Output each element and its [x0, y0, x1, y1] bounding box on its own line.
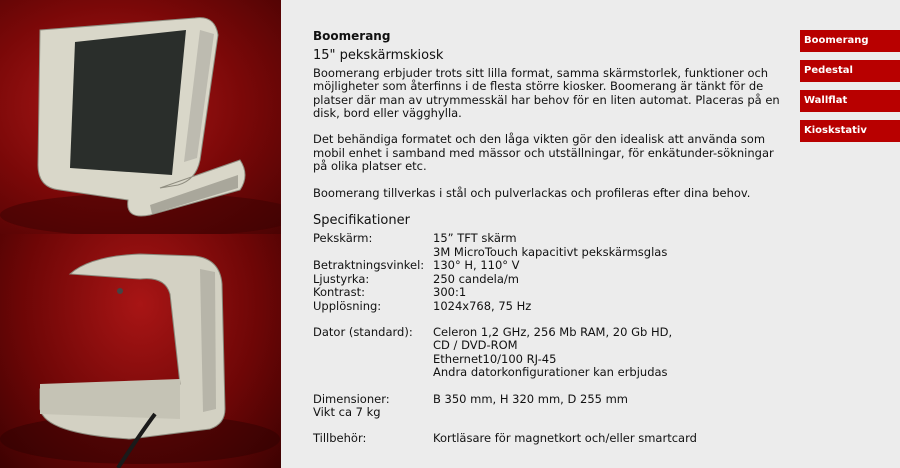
specifications-heading: Specifikationer	[313, 213, 410, 229]
spec-label: Ljustyrka:	[313, 271, 370, 286]
spec-label: Vikt ca 7 kg	[313, 404, 381, 419]
kiosk-photo-front	[0, 0, 281, 234]
product-nav	[800, 30, 900, 150]
spec-row	[313, 353, 783, 366]
spec-row	[313, 300, 783, 313]
spec-row	[313, 286, 783, 299]
spec-value: Ethernet10/100 RJ-45	[433, 351, 557, 366]
nav-item-wallflat[interactable]: Wallflat	[800, 90, 900, 112]
spec-label: Kontrast:	[313, 285, 365, 300]
spec-row	[313, 326, 783, 339]
product-images	[0, 0, 281, 468]
spec-label: Upplösning:	[313, 298, 382, 313]
spec-value: B 350 mm, H 320 mm, D 255 mm	[433, 391, 629, 406]
spec-label: Dimensioner:	[313, 391, 390, 406]
spec-label: Tillbehör:	[313, 431, 367, 446]
spec-label: Betraktningsvinkel:	[313, 258, 425, 273]
spec-row	[313, 432, 783, 445]
spec-value: 3M MicroTouch kapacitivt pekskärmsglas	[433, 244, 668, 259]
spec-value: 130° H, 110° V	[433, 258, 520, 273]
nav-item-pedestal[interactable]: Pedestal	[800, 60, 900, 82]
description-paragraph: Boomerang tillverkas i stål och pulverlackas och profileras efter dina behov.	[313, 185, 751, 200]
nav-item-kioskstativ[interactable]: Kioskstativ	[800, 120, 900, 142]
spec-row	[313, 246, 783, 259]
kiosk-photo-back	[0, 234, 281, 468]
description-paragraph: Det behändiga formatet och den låga vikten gör den idealisk att använda som mobil enhet i samband med mässor och utställningar, för enkätunder-sökningar på olika platser etc.	[313, 132, 774, 174]
nav-item-boomerang[interactable]: Boomerang	[800, 30, 900, 52]
spec-label: Pekskärm:	[313, 231, 373, 246]
product-description	[313, 30, 783, 446]
spec-row	[313, 406, 783, 419]
spec-value: 250 candela/m	[433, 271, 519, 286]
page-title: Boomerang	[313, 29, 391, 43]
spec-value: 15” TFT skärm	[433, 231, 517, 246]
spec-row	[313, 232, 783, 245]
spec-value: CD / DVD-ROM	[433, 338, 518, 353]
spec-row	[313, 259, 783, 272]
spec-value: 1024x768, 75 Hz	[433, 298, 532, 313]
spec-value: 300:1	[433, 285, 467, 300]
spec-value: Celeron 1,2 GHz, 256 Mb RAM, 20 Gb HD,	[433, 324, 673, 339]
spec-row	[313, 273, 783, 286]
spec-row	[313, 393, 783, 406]
spec-value: Andra datorkonfigurationer kan erbjudas	[433, 365, 668, 380]
spec-row	[313, 339, 783, 352]
description-paragraph: Boomerang erbjuder trots sitt lilla format, samma skärmstorlek, funktioner och möjligheter som återfinns i de flesta större kiosker. Boomerang är tänkt för de platser där man av utrymmesskäl har behov för en liten automat. Placeras på en disk, bord eller vägghylla.	[313, 65, 780, 121]
page-subtitle: 15" pekskärmskiosk	[313, 48, 444, 64]
spec-label: Dator (standard):	[313, 324, 413, 339]
spec-value: Kortläsare för magnetkort och/eller smartcard	[433, 431, 697, 446]
spec-row	[313, 366, 783, 379]
